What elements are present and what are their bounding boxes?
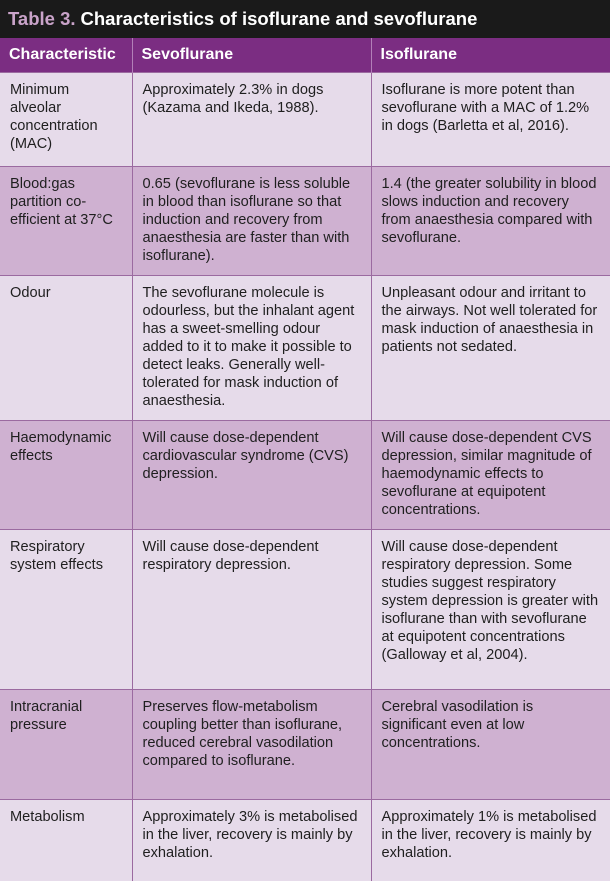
cell-isoflurane: 1.4 (the greater solubility in blood slows induction and recovery from anaesthesia compared with sevoflurane. (371, 166, 610, 275)
cell-sevoflurane: Approximately 2.3% in dogs (Kazama and Ikeda, 1988). (132, 72, 371, 166)
table-caption: Characteristics of isoflurane and sevoflurane (80, 8, 478, 29)
characteristics-table (0, 38, 610, 881)
table-number: Table 3. (8, 8, 76, 29)
cell-characteristic: Respiratory system effects (0, 529, 132, 689)
cell-sevoflurane: 0.65 (sevoflurane is less soluble in blood than isoflurane so that induction and recovery from anaesthesia are faster than with isoflurane). (132, 166, 371, 275)
header-row (0, 38, 610, 72)
table-row-haemodynamic (0, 420, 610, 529)
column-header-characteristic: Characteristic (0, 38, 132, 72)
cell-isoflurane: Approximately 1% is metabolised in the liver, recovery is mainly by exhalation. (371, 799, 610, 881)
cell-isoflurane: Isoflurane is more potent than sevoflurane with a MAC of 1.2% in dogs (Barletta et al, 2016). (371, 72, 610, 166)
cell-characteristic: Odour (0, 275, 132, 420)
cell-isoflurane: Cerebral vasodilation is significant even at low concentrations. (371, 689, 610, 799)
cell-characteristic: Blood:gas partition co-efficient at 37°C (0, 166, 132, 275)
table-row-intracranial (0, 689, 610, 799)
table-row-mac (0, 72, 610, 166)
cell-sevoflurane: The sevoflurane molecule is odourless, but the inhalant agent has a sweet-smelling odour added to it to make it possible to detect leaks. Generally well-tolerated for mask induction of anaesthesia. (132, 275, 371, 420)
cell-sevoflurane: Approximately 3% is metabolised in the liver, recovery is mainly by exhalation. (132, 799, 371, 881)
cell-sevoflurane: Will cause dose-dependent cardiovascular syndrome (CVS) depression. (132, 420, 371, 529)
cell-sevoflurane: Preserves flow-metabolism coupling better than isoflurane, reduced cerebral vasodilation compared to isoflurane. (132, 689, 371, 799)
table-row-respiratory (0, 529, 610, 689)
column-header-sevoflurane: Sevoflurane (132, 38, 371, 72)
table-row-metabolism (0, 799, 610, 881)
cell-characteristic: Intracranial pressure (0, 689, 132, 799)
cell-isoflurane: Will cause dose-dependent CVS depression, similar magnitude of haemodynamic effects to sevoflurane at equipotent concentrations. (371, 420, 610, 529)
cell-characteristic: Haemodynamic effects (0, 420, 132, 529)
cell-characteristic: Metabolism (0, 799, 132, 881)
cell-isoflurane: Unpleasant odour and irritant to the airways. Not well tolerated for mask induction of anaesthesia in patients not sedated. (371, 275, 610, 420)
cell-characteristic: Minimum alveolar concentration (MAC) (0, 72, 132, 166)
cell-sevoflurane: Will cause dose-dependent respiratory depression. (132, 529, 371, 689)
table-row-odour (0, 275, 610, 420)
cell-isoflurane: Will cause dose-dependent respiratory depression. Some studies suggest respiratory system depression is greater with isoflurane than with sevoflurane at equipotent concentrations (Galloway et al, 2004). (371, 529, 610, 689)
column-header-isoflurane: Isoflurane (371, 38, 610, 72)
table-title (0, 0, 610, 38)
table-row-blood-gas (0, 166, 610, 275)
